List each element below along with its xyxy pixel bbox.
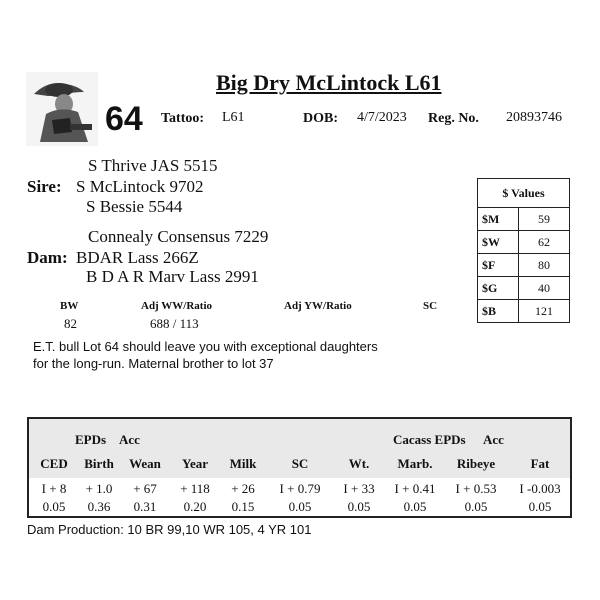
sale-comment: E.T. bull Lot 64 should leave you with exceptional daughters for the long-run. Maternal brother to lot 37 <box>33 339 378 371</box>
epd-column-header: Birth <box>84 456 114 471</box>
epd-column-header: Wt. <box>348 456 370 471</box>
tattoo-value: L61 <box>222 110 245 125</box>
adj-yw-label: Adj YW/Ratio <box>284 300 352 312</box>
adj-ww-value: 688 / 113 <box>150 316 199 331</box>
sire-dam: S Bessie 5544 <box>86 197 183 216</box>
epd-value: I + 0.41 <box>394 481 436 496</box>
sc-label: SC <box>423 300 438 312</box>
epd-table <box>27 417 572 518</box>
bw-value: 82 <box>64 316 77 331</box>
dob-value: 4/7/2023 <box>357 110 407 125</box>
reg-label: Reg. No. <box>428 111 479 126</box>
epd-accuracy: 0.20 <box>183 499 207 514</box>
adj-ww-label: Adj WW/Ratio <box>141 300 212 312</box>
epd-accuracy: 0.05 <box>464 499 488 514</box>
dollar-value-row <box>478 254 570 277</box>
epd-value: + 26 <box>231 481 255 496</box>
dollar-value: 62 <box>519 231 570 254</box>
epd-value: + 67 <box>133 481 157 496</box>
cowboy-photo <box>26 72 98 146</box>
epd-column-header: SC <box>291 456 309 471</box>
dob-label: DOB: <box>303 111 338 126</box>
dollar-value-key: $W <box>478 231 519 254</box>
epd-column-header: Fat <box>530 456 550 471</box>
dollar-value-key: $F <box>478 254 519 277</box>
sire-name: S McLintock 9702 <box>76 177 204 196</box>
dollar-value-row <box>478 208 570 231</box>
lot-number: 64 <box>105 100 143 138</box>
dollar-values-title: $ Values <box>478 179 570 208</box>
reg-value: 20893746 <box>506 110 562 125</box>
epd-value: + 1.0 <box>85 481 113 496</box>
epd-value: I + 0.53 <box>455 481 497 496</box>
epd-value: I + 8 <box>41 481 67 496</box>
dollar-values-table <box>477 178 570 323</box>
dollar-value-key: $B <box>478 300 519 323</box>
tattoo-label: Tattoo: <box>161 111 205 126</box>
epd-group-label: EPDs <box>75 432 107 447</box>
dollar-value: 80 <box>519 254 570 277</box>
sire-sire: S Thrive JAS 5515 <box>88 156 218 175</box>
epd-value: I + 0.79 <box>279 481 321 496</box>
dollar-value-key: $M <box>478 208 519 231</box>
epd-accuracy: 0.05 <box>347 499 371 514</box>
epd-value: + 118 <box>180 481 210 496</box>
epd-accuracy: 0.05 <box>403 499 427 514</box>
epd-accuracy: 0.31 <box>133 499 157 514</box>
sire-label: Sire: <box>27 177 62 196</box>
epd-value: I + 33 <box>343 481 375 496</box>
dollar-value-row <box>478 231 570 254</box>
dollar-value-row <box>478 277 570 300</box>
dam-name: BDAR Lass 266Z <box>76 248 199 267</box>
carcass-epd-acc-label: Acc <box>483 432 504 447</box>
epd-column-header: Wean <box>129 456 161 471</box>
epd-column-header: Ribeye <box>456 456 496 471</box>
epd-value: I -0.003 <box>519 481 561 496</box>
dollar-value-row <box>478 300 570 323</box>
dollar-value: 121 <box>519 300 570 323</box>
epd-accuracy: 0.15 <box>231 499 255 514</box>
epd-column-header: Milk <box>229 456 257 471</box>
epd-accuracy: 0.36 <box>87 499 111 514</box>
animal-name-title: Big Dry McLintock L61 <box>216 70 442 95</box>
dollar-value: 59 <box>519 208 570 231</box>
dam-sire: Connealy Consensus 7229 <box>88 227 269 246</box>
epd-accuracy: 0.05 <box>528 499 552 514</box>
dam-dam: B D A R Marv Lass 2991 <box>86 267 259 286</box>
epd-group-acc-label: Acc <box>119 432 140 447</box>
dollar-value: 40 <box>519 277 570 300</box>
epd-column-header: Marb. <box>397 456 433 471</box>
epd-accuracy: 0.05 <box>288 499 312 514</box>
dam-production: Dam Production: 10 BR 99,10 WR 105, 4 YR 101 <box>27 522 312 537</box>
bw-label: BW <box>60 300 79 312</box>
carcass-epd-group-label: Cacass EPDs <box>393 432 466 447</box>
epd-column-header: CED <box>40 456 68 471</box>
dam-label: Dam: <box>27 248 68 267</box>
epd-column-header: Year <box>182 456 208 471</box>
epd-accuracy: 0.05 <box>42 499 66 514</box>
dollar-value-key: $G <box>478 277 519 300</box>
